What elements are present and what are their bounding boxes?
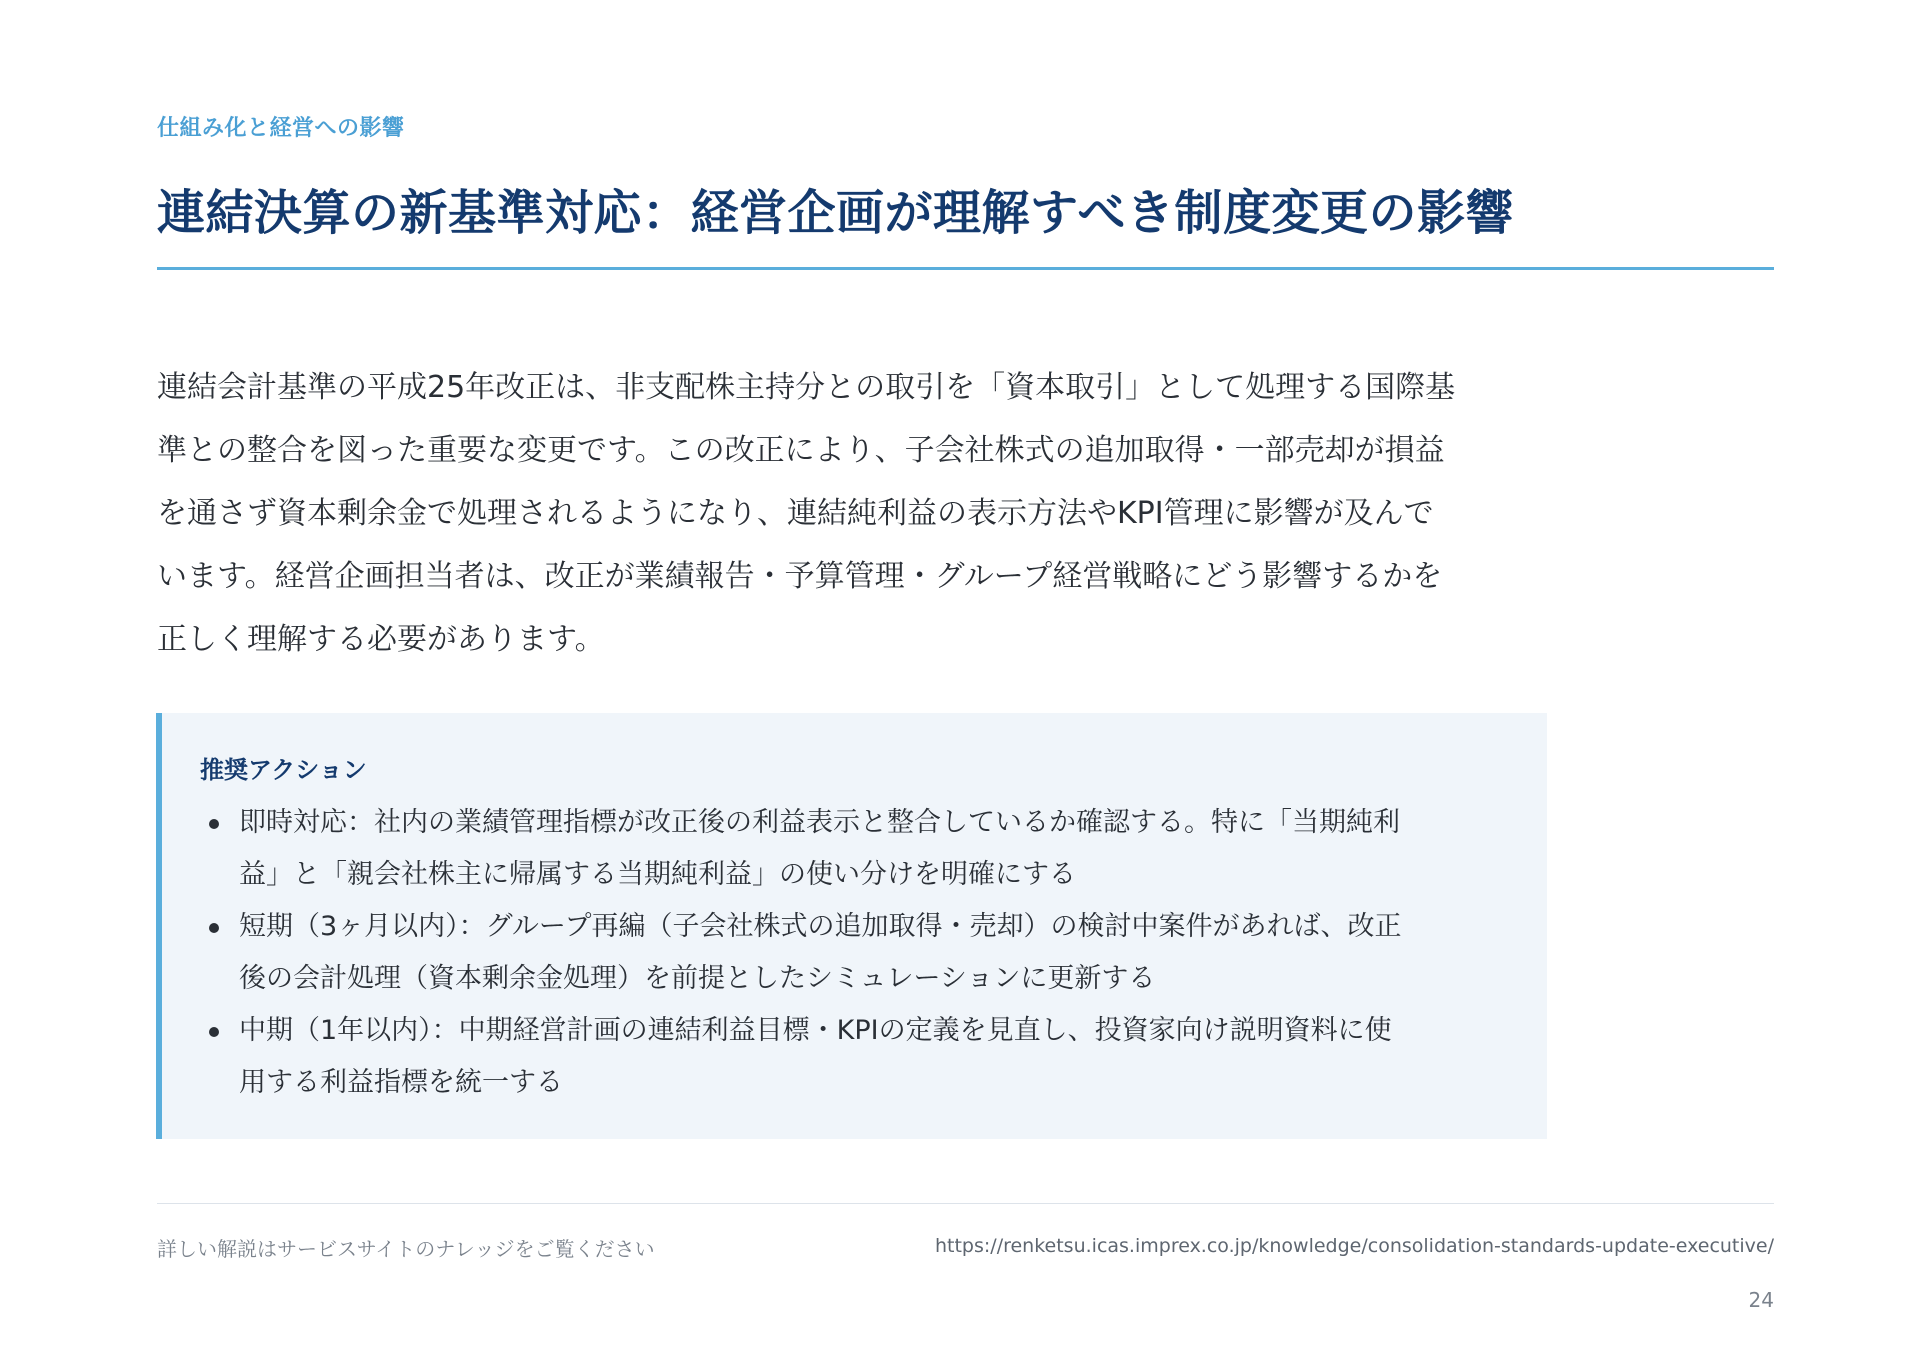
page-number: 24	[1748, 1288, 1774, 1312]
knowledge-link[interactable]: https://renketsu.icas.imprex.co.jp/knowledge/consolidation-standards-update-executive/	[934, 1235, 1774, 1257]
body-paragraph	[157, 356, 1557, 671]
action-item-line: 用する利益指標を統一する	[239, 1067, 563, 1098]
action-item-line: 即時対応：社内の業績管理指標が改正後の利益表示と整合しているか確認する。特に「当期純利	[239, 807, 1400, 838]
body-line: 連結会計基準の平成25年改正は、非支配株主持分との取引を「資本取引」として処理する国際基	[157, 370, 1456, 405]
action-item-mid-term	[207, 1005, 1507, 1109]
body-line: 正しく理解する必要があります。	[157, 622, 605, 657]
footer-divider	[157, 1203, 1774, 1204]
action-item-line: 後の会計処理（資本剰余金処理）を前提としたシミュレーションに更新する	[239, 963, 1156, 994]
page-title: 連結決算の新基準対応：経営企画が理解すべき制度変更の影響	[157, 185, 1515, 241]
body-line: 準との整合を図った重要な変更です。この改正により、子会社株式の追加取得・一部売却が損益	[157, 433, 1445, 468]
action-item-short-term	[207, 901, 1507, 1005]
recommended-actions-title: 推奨アクション	[200, 756, 367, 784]
recommended-actions-list	[207, 797, 1507, 1109]
bullet-icon	[209, 1027, 219, 1037]
body-line: を通さず資本剰余金で処理されるようになり、連結純利益の表示方法やKPI管理に影響が及んで	[157, 496, 1434, 531]
action-item-line: 中期（1年以内）：中期経営計画の連結利益目標・KPIの定義を見直し、投資家向け説明資料に使	[239, 1015, 1392, 1046]
action-item-immediate	[207, 797, 1507, 901]
footer-note: 詳しい解説はサービスサイトのナレッジをご覧ください	[157, 1237, 655, 1261]
title-divider	[157, 267, 1774, 270]
bullet-icon	[209, 819, 219, 829]
bullet-icon	[209, 923, 219, 933]
body-line: います。経営企画担当者は、改正が業績報告・予算管理・グループ経営戦略にどう影響するかを	[157, 559, 1443, 594]
section-eyebrow: 仕組み化と経営への影響	[157, 116, 405, 141]
action-item-line: 益」と「親会社株主に帰属する当期純利益」の使い分けを明確にする	[239, 859, 1076, 890]
action-item-line: 短期（3ヶ月以内）：グループ再編（子会社株式の追加取得・売却）の検討中案件があれば、改正	[239, 911, 1402, 942]
